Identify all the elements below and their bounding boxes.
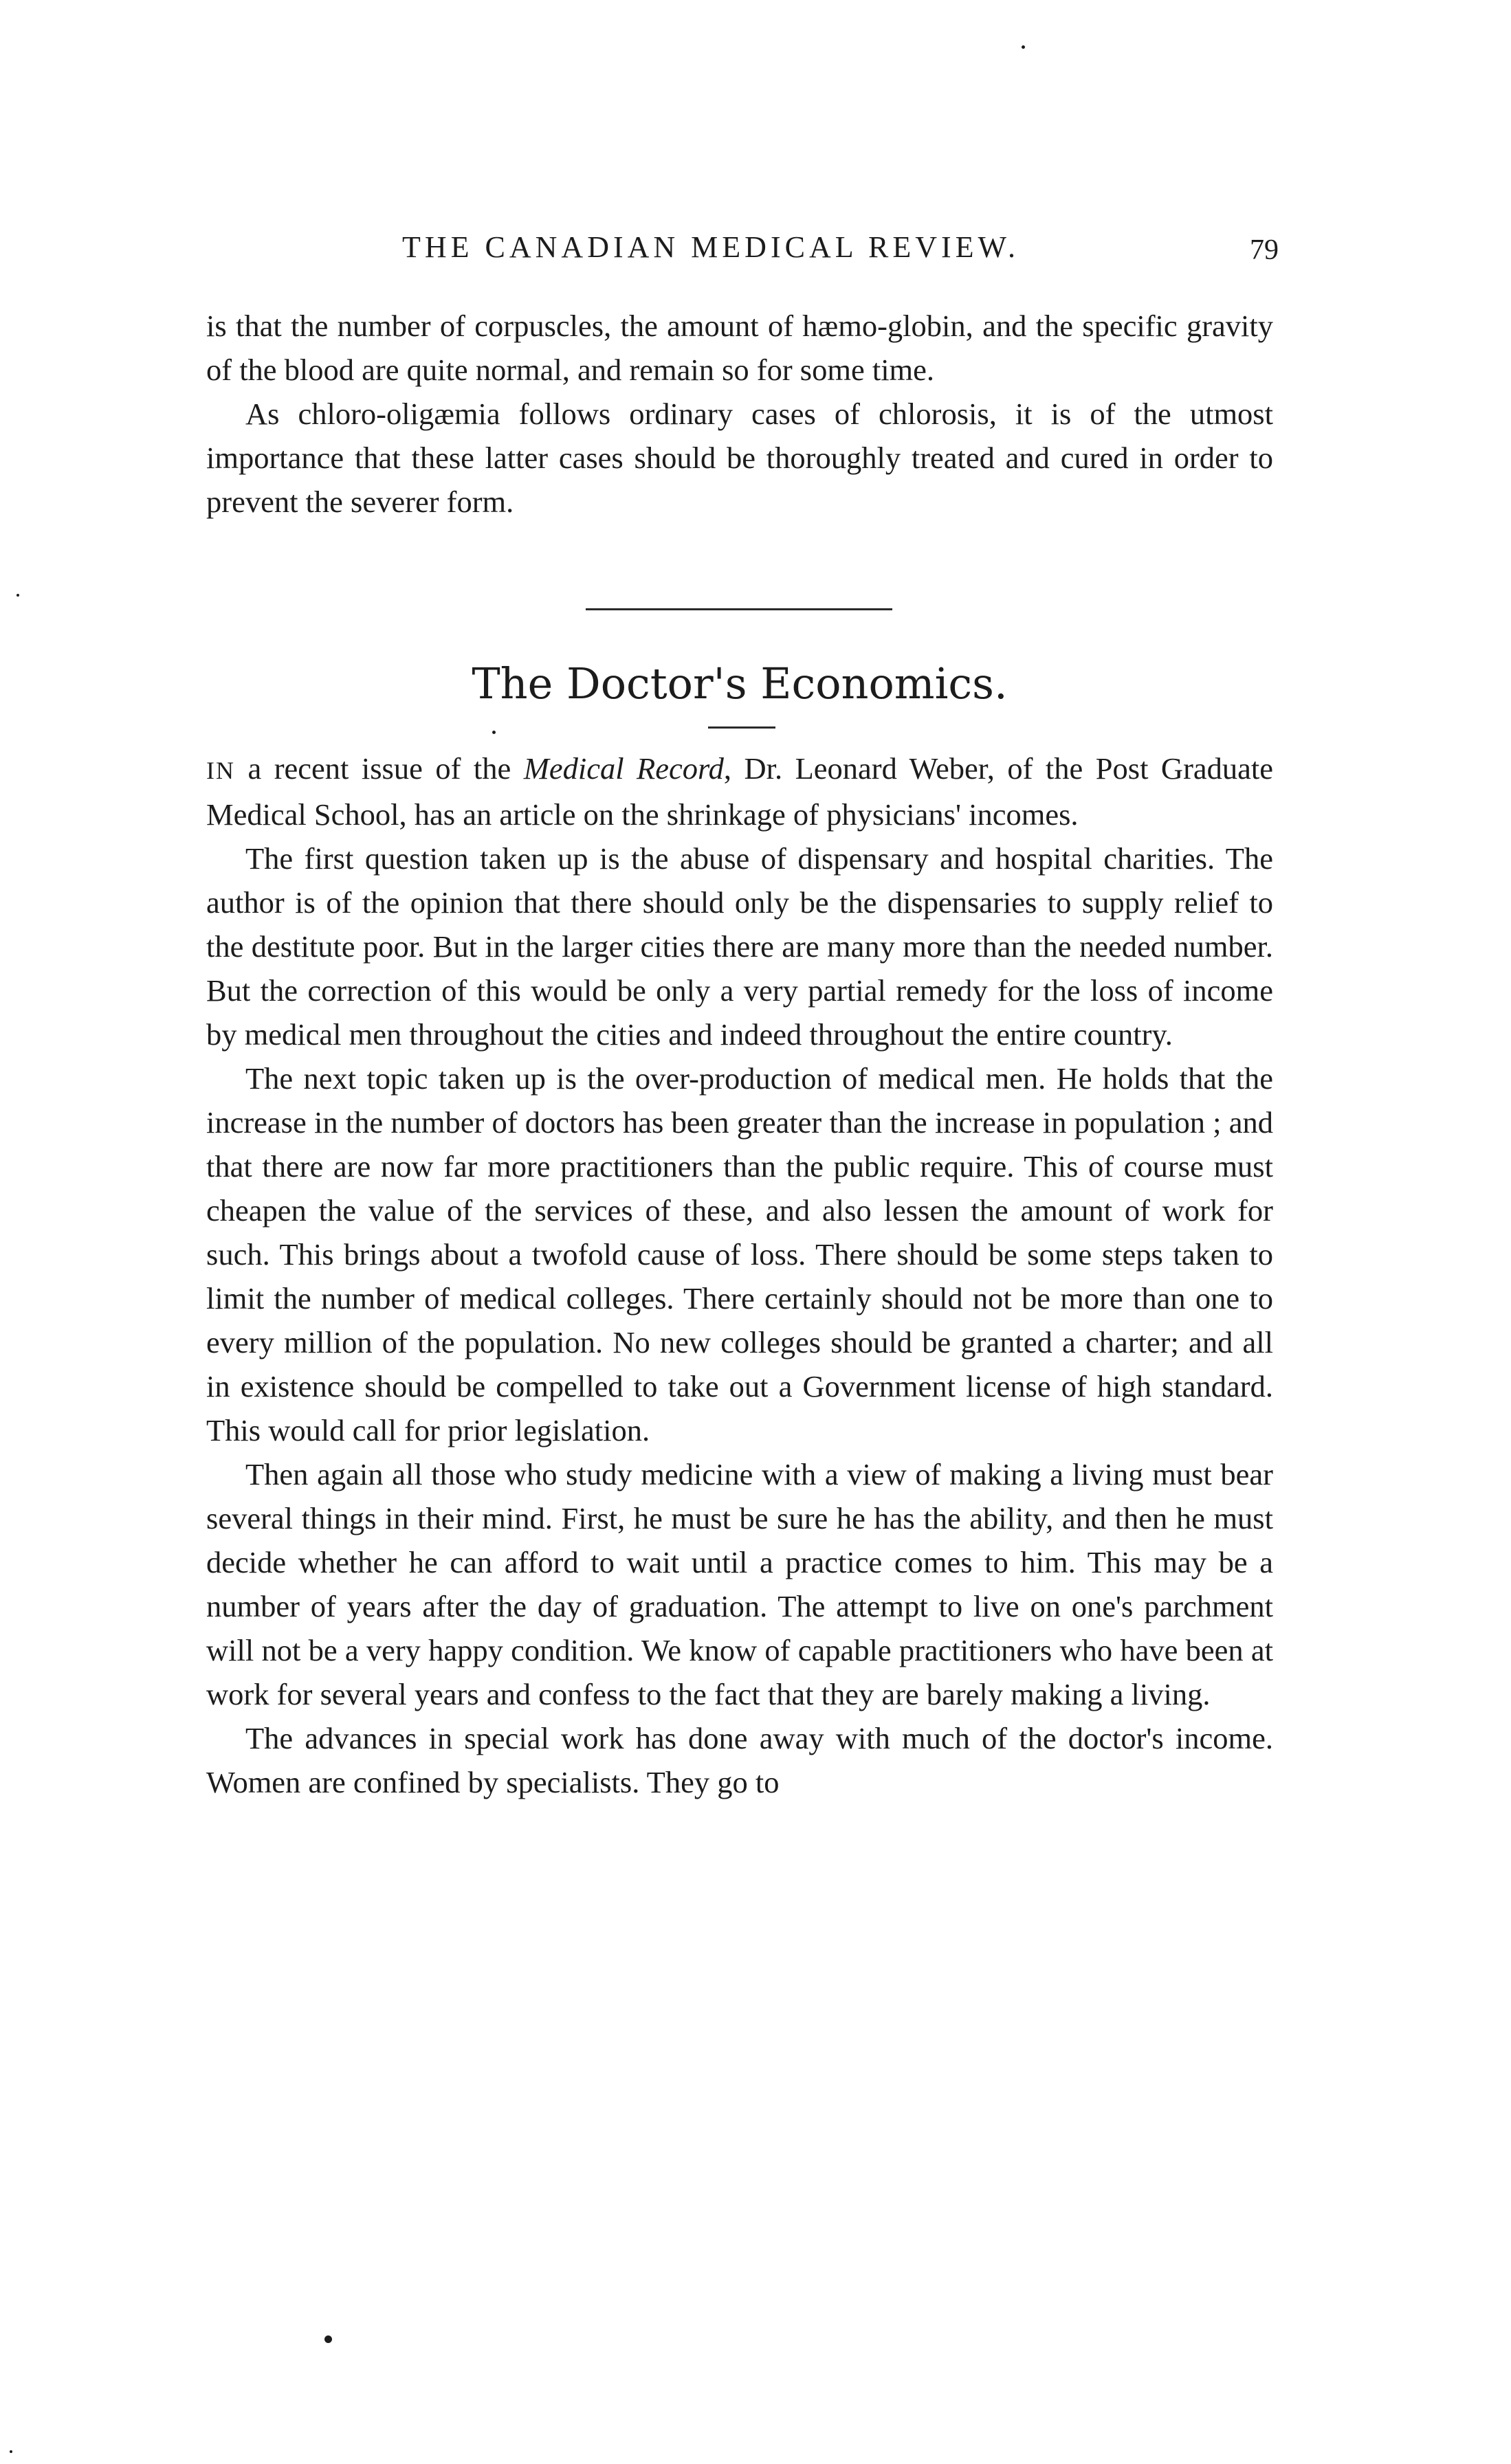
title-underline xyxy=(708,726,775,729)
lead-text-start: a recent issue of the xyxy=(235,751,524,786)
paragraph: Then again all those who study medicine with a view of making a living must bear several things in their mind. First, he must be sure he has the ability, and then he must decide whether he can afford to wait until a practice comes to him. This may be a number of years after the day of graduation. The attempt to live on one's parchment will not be a very happy condition. We know of capable practitioners who have been at work for several years and confess to the fact that they are barely making a living. xyxy=(206,1457,1273,1711)
paragraph: is that the number of corpuscles, the amount of hæmo-globin, and the specific gravity of the blood are quite normal, and remain so for some time. xyxy=(206,309,1273,387)
lead-text-end: , Dr. Leonard Weber, of the Post Graduate Medical School, has an article on the shrinkage of physicians' incomes. xyxy=(206,751,1274,832)
ink-speck xyxy=(1022,45,1025,49)
article-body xyxy=(206,746,1273,1804)
ink-speck xyxy=(324,2335,332,2343)
ink-speck xyxy=(492,731,496,734)
ink-speck xyxy=(10,2450,12,2453)
paragraph: The advances in special work has done away with much of the doctor's income. Women are confined by specialists. They go to xyxy=(206,1721,1273,1799)
journal-title: THE CANADIAN MEDICAL REVIEW. xyxy=(402,230,1019,264)
page-number: 79 xyxy=(1250,234,1279,266)
paragraph: The first question taken up is the abuse of dispensary and hospital charities. The author is of the opinion that there should only be the dispensaries to supply relief to the destitute poor. But in the larger cities there are many more than the needed number. But the correction of this would be only a very partial remedy for the loss of income by medical men throughout the cities and indeed throughout the entire country. xyxy=(206,841,1273,1052)
lead-paragraph xyxy=(206,746,1273,836)
section-divider xyxy=(586,608,892,610)
journal-name: Medical Record xyxy=(523,751,724,786)
article-title: The Doctor's Economics. xyxy=(472,658,1008,709)
ink-speck xyxy=(16,594,19,597)
paragraph: As chloro-oligæmia follows ordinary cases of chlorosis, it is of the utmost importance that these latter cases should be thoroughly treated and cured in order to prevent the severer form. xyxy=(206,397,1273,519)
previous-article-text xyxy=(206,304,1273,524)
dropcap: IN xyxy=(206,757,235,784)
paragraph: The next topic taken up is the over-production of medical men. He holds that the increase in the number of doctors has been greater than the increase in population ; and that there are now far more practitioners than the public require. This of course must cheapen the value of the services of these, and also lessen the amount of work for such. This brings about a twofold cause of loss. There should be some steps taken to limit the number of medical colleges. There certainly should not be more than one to every million of the population. No new colleges should be granted a charter; and all in existence should be compelled to take out a Government license of high standard. This would call for prior legislation. xyxy=(206,1061,1273,1447)
running-head xyxy=(206,227,1279,268)
